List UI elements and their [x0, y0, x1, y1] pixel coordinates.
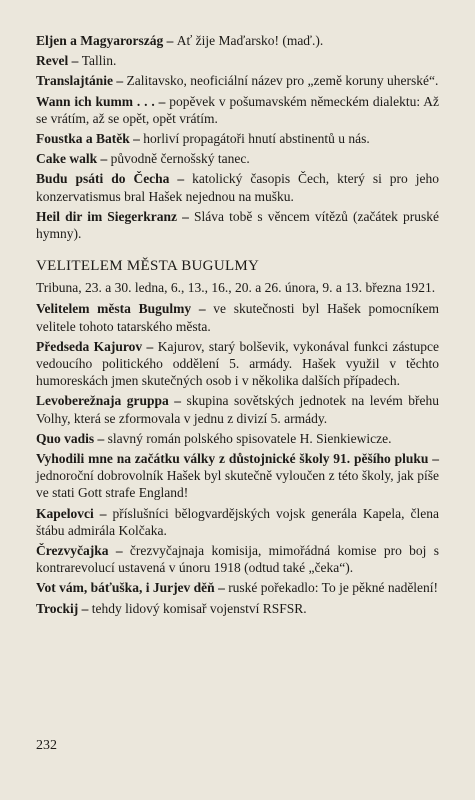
glossary-term: Levoberežnaja gruppa	[36, 393, 169, 409]
glossary-definition: původně černošský tanec.	[110, 151, 250, 167]
glossary-definition: tehdy lidový komisař vojenství RSFSR.	[91, 600, 307, 616]
glossary-definition: Kajurov, starý bolševik, vykonával funkci zástupce vedoucího politického oddělení 5. armády. Hašek využil v těchto humoreskách jmen skutečných osob i v několika dalších případech.	[36, 338, 440, 389]
section-title: VELITELEM MĚSTA BUGULMY	[36, 258, 260, 275]
glossary-entry	[36, 52, 439, 69]
glossary-definition: příslušníci bělogvardějských vojsk generála Kapela, člena štábu admirála Kolčaka.	[36, 505, 440, 538]
glossary-term: Předseda Kajurov	[36, 338, 143, 354]
glossary-definition: popěvek v pošumavském německém dialektu: Až se vrátím, až se opět, opět vrátím.	[36, 93, 439, 126]
glossary-definition: jednoroční dobrovolník Hašek byl skutečně vyloučen z této školy, jak píše ve stati Gott strafe England!	[36, 468, 439, 501]
glossary-term: Vot vám, báťuška, i Jurjev děň	[36, 580, 215, 596]
glossary-definition: katolický časopis Čech, který si pro jeho konzervatismus bral Hašek nejednou na mušku.	[36, 171, 439, 204]
glossary-separator: –	[68, 53, 82, 69]
glossary-term: Cake walk	[36, 151, 98, 167]
glossary-entry	[36, 170, 439, 204]
glossary-term: Črezvyčajka	[36, 543, 109, 559]
glossary-separator: –	[154, 93, 170, 109]
glossary-definition: ve skutečnosti byl Hašek pomocníkem velitele tohoto tatarského města.	[36, 301, 439, 334]
glossary-separator: –	[142, 338, 158, 354]
glossary-separator: –	[214, 580, 229, 596]
glossary-entry	[36, 338, 439, 390]
glossary-separator: –	[129, 131, 144, 147]
glossary-entry	[36, 150, 439, 167]
glossary-entry	[36, 542, 439, 576]
glossary-definition: slavný román polského spisovatele H. Sienkiewicze.	[107, 430, 392, 446]
glossary-separator: –	[78, 600, 92, 616]
glossary-separator: –	[191, 301, 214, 317]
glossary-entry	[36, 32, 439, 49]
glossary-entry	[36, 579, 439, 596]
glossary-entry	[36, 72, 439, 89]
glossary-definition: črezvyčajnaja komisija, mimořádná komise pro boj s kontrarevolucí ustavená v únoru 1918 (odtud také „čeka“).	[36, 543, 440, 576]
glossary-term: Trockij	[36, 600, 79, 616]
glossary-separator: –	[113, 73, 127, 89]
glossary-entry	[36, 93, 439, 127]
glossary-term: Revel	[36, 53, 69, 69]
glossary-entry	[36, 505, 439, 539]
glossary-term: Quo vadis	[36, 430, 95, 446]
glossary-term: Foustka a Batěk	[36, 131, 130, 147]
glossary-separator: –	[97, 151, 111, 167]
glossary-definition: ruské pořekadlo: To je pěkné nadělení!	[228, 580, 439, 596]
glossary-entry	[36, 392, 439, 426]
page-number: 232	[36, 738, 57, 753]
glossary-list-top	[36, 32, 439, 242]
glossary-term: Wann ich kumm . . .	[36, 93, 155, 109]
glossary-definition: Zalitavsko, neoficiální název pro „země koruny uherské“.	[126, 73, 439, 89]
glossary-term: Heil dir im Siegerkranz	[36, 208, 178, 224]
glossary-separator: –	[177, 208, 194, 224]
glossary-separator: –	[169, 171, 193, 187]
glossary-entry	[36, 130, 439, 147]
glossary-term: Vyhodili mne na začátku války z důstojnické školy 91. pěšího pluku	[36, 451, 429, 467]
glossary-separator: –	[168, 393, 187, 409]
glossary-separator: –	[93, 505, 113, 521]
glossary-definition: Sláva tobě s věncem vítězů (začátek pruské hymny).	[36, 208, 440, 242]
glossary-term: Eljen a Magyarország	[36, 33, 164, 48]
glossary-entry	[36, 450, 439, 502]
glossary-entry	[36, 300, 439, 334]
section-source: Tribuna, 23. a 30. ledna, 6., 13., 16., 20. a 26. února, 9. a 13. března 1921.	[36, 280, 436, 296]
glossary-separator: –	[108, 543, 130, 559]
glossary-separator: –	[94, 430, 108, 446]
glossary-separator: –	[428, 451, 439, 467]
glossary-definition: horliví propagátoři hnutí abstinentů u nás.	[143, 131, 370, 147]
glossary-term: Velitelem města Bugulmy	[36, 301, 192, 317]
glossary-list-bottom	[36, 300, 439, 616]
glossary-definition: Ať žije Maďarsko! (maď.).	[176, 33, 324, 48]
glossary-term: Translajtánie	[36, 73, 113, 89]
glossary-entry	[36, 430, 439, 447]
glossary-definition: Tallin.	[81, 53, 117, 69]
glossary-term: Budu psáti do Čecha	[36, 171, 170, 187]
glossary-entry	[36, 600, 439, 617]
glossary-definition: skupina sovětských jednotek na levém břehu Volhy, která se zformovala v jednu z divizí 5. armády.	[36, 393, 439, 426]
glossary-term: Kapelovci	[36, 505, 94, 521]
glossary-separator: –	[163, 33, 177, 48]
glossary-entry	[36, 208, 439, 242]
